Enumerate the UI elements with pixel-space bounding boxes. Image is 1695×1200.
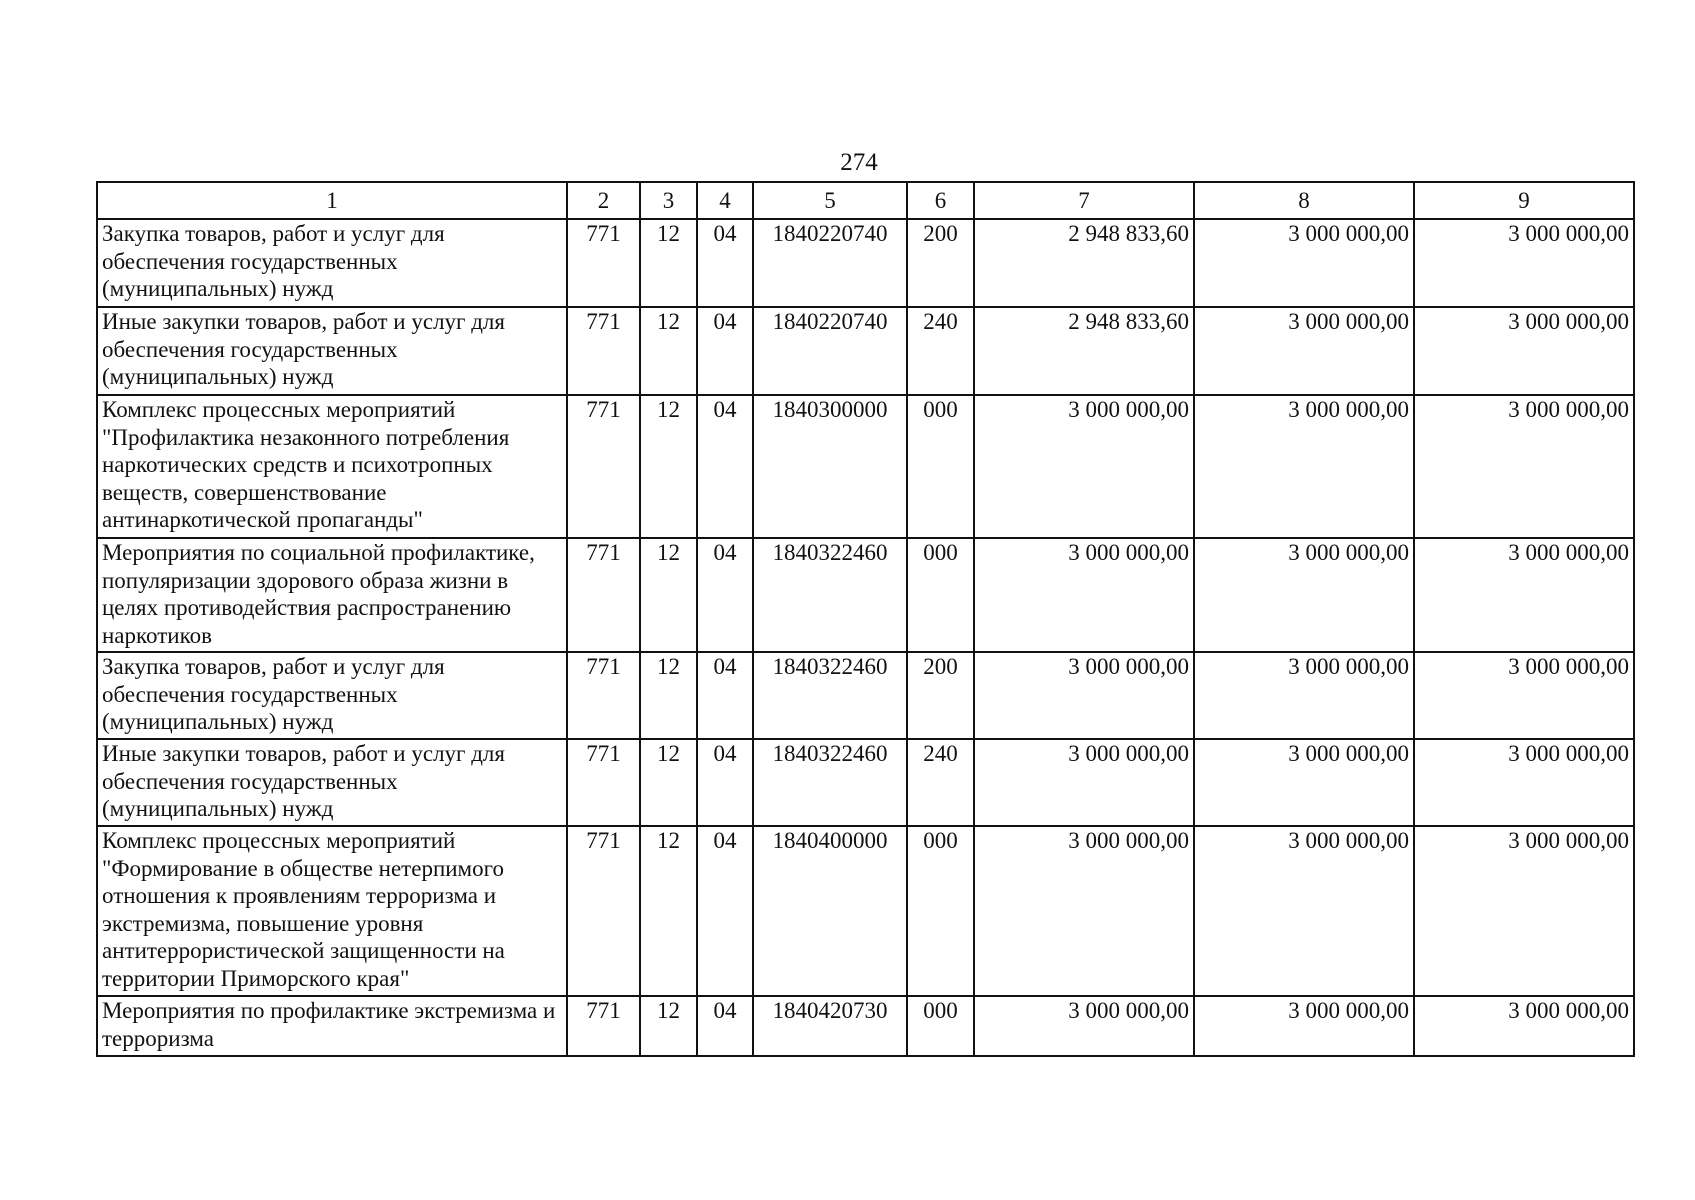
header-row	[97, 182, 1634, 219]
row-amount: 3 000 000,00	[1194, 996, 1414, 1056]
row-amount: 3 000 000,00	[1194, 307, 1414, 395]
row-cell: 000	[907, 826, 974, 996]
column-header: 7	[974, 182, 1194, 219]
table-row	[97, 307, 1634, 395]
column-header: 4	[697, 182, 753, 219]
row-cell: 12	[640, 307, 697, 395]
row-amount: 3 000 000,00	[1414, 395, 1634, 538]
row-cell: 771	[567, 219, 640, 307]
row-cell: 12	[640, 652, 697, 739]
row-amount: 3 000 000,00	[1414, 996, 1634, 1056]
row-cell: 04	[697, 996, 753, 1056]
row-cell: 240	[907, 739, 974, 826]
row-amount: 3 000 000,00	[1414, 652, 1634, 739]
row-name: Мероприятия по социальной профилактике, популяризации здорового образа жизни в целях противодействия распространению наркотиков	[97, 538, 567, 652]
row-cell: 04	[697, 219, 753, 307]
table-row	[97, 996, 1634, 1056]
row-amount: 3 000 000,00	[1194, 395, 1414, 538]
row-cell: 1840420730	[753, 996, 907, 1056]
row-cell: 771	[567, 996, 640, 1056]
row-cell: 771	[567, 826, 640, 996]
row-cell: 1840220740	[753, 219, 907, 307]
column-header: 6	[907, 182, 974, 219]
row-name: Комплекс процессных мероприятий "Формирование в обществе нетерпимого отношения к проявлениям терроризма и экстремизма, повышение уровня антитеррористической защищенности на территории Приморского края"	[97, 826, 567, 996]
table-row	[97, 219, 1634, 307]
row-cell: 12	[640, 826, 697, 996]
column-header: 5	[753, 182, 907, 219]
row-amount: 3 000 000,00	[1194, 739, 1414, 826]
row-cell: 12	[640, 739, 697, 826]
row-cell: 1840322460	[753, 538, 907, 652]
row-cell: 771	[567, 307, 640, 395]
row-cell: 771	[567, 652, 640, 739]
column-header: 3	[640, 182, 697, 219]
row-amount: 3 000 000,00	[1414, 826, 1634, 996]
row-name: Иные закупки товаров, работ и услуг для обеспечения государственных (муниципальных) нужд	[97, 307, 567, 395]
row-name: Комплекс процессных мероприятий "Профилактика незаконного потребления наркотических средств и психотропных веществ, совершенствование антинаркотической пропаганды"	[97, 395, 567, 538]
row-amount: 3 000 000,00	[974, 826, 1194, 996]
table-row	[97, 739, 1634, 826]
table-row	[97, 826, 1634, 996]
row-cell: 200	[907, 219, 974, 307]
row-amount: 2 948 833,60	[974, 219, 1194, 307]
column-header: 2	[567, 182, 640, 219]
row-amount: 3 000 000,00	[1414, 739, 1634, 826]
row-cell: 771	[567, 739, 640, 826]
table-row	[97, 538, 1634, 652]
row-cell: 12	[640, 538, 697, 652]
row-cell: 771	[567, 538, 640, 652]
row-name: Закупка товаров, работ и услуг для обеспечения государственных (муниципальных) нужд	[97, 652, 567, 739]
table-row	[97, 395, 1634, 538]
row-amount: 2 948 833,60	[974, 307, 1194, 395]
row-cell: 240	[907, 307, 974, 395]
row-amount: 3 000 000,00	[974, 739, 1194, 826]
row-amount: 3 000 000,00	[1194, 652, 1414, 739]
row-cell: 12	[640, 996, 697, 1056]
row-name: Иные закупки товаров, работ и услуг для обеспечения государственных (муниципальных) нужд	[97, 739, 567, 826]
row-amount: 3 000 000,00	[974, 996, 1194, 1056]
row-cell: 1840322460	[753, 652, 907, 739]
row-cell: 1840300000	[753, 395, 907, 538]
column-header: 8	[1194, 182, 1414, 219]
row-cell: 04	[697, 739, 753, 826]
row-amount: 3 000 000,00	[1194, 826, 1414, 996]
row-name: Мероприятия по профилактике экстремизма и терроризма	[97, 996, 567, 1056]
row-cell: 04	[697, 538, 753, 652]
row-cell: 000	[907, 996, 974, 1056]
row-cell: 1840400000	[753, 826, 907, 996]
row-cell: 1840322460	[753, 739, 907, 826]
row-amount: 3 000 000,00	[974, 538, 1194, 652]
row-amount: 3 000 000,00	[974, 652, 1194, 739]
row-cell: 000	[907, 395, 974, 538]
row-amount: 3 000 000,00	[974, 395, 1194, 538]
budget-table	[96, 181, 1635, 1057]
row-amount: 3 000 000,00	[1414, 219, 1634, 307]
column-header: 9	[1414, 182, 1634, 219]
column-header: 1	[97, 182, 567, 219]
row-cell: 000	[907, 538, 974, 652]
row-cell: 12	[640, 219, 697, 307]
row-cell: 04	[697, 307, 753, 395]
row-cell: 04	[697, 826, 753, 996]
row-cell: 1840220740	[753, 307, 907, 395]
page-number: 274	[840, 149, 878, 176]
row-cell: 04	[697, 652, 753, 739]
row-amount: 3 000 000,00	[1194, 538, 1414, 652]
row-cell: 04	[697, 395, 753, 538]
row-amount: 3 000 000,00	[1414, 307, 1634, 395]
row-cell: 771	[567, 395, 640, 538]
table-row	[97, 652, 1634, 739]
row-cell: 12	[640, 395, 697, 538]
row-amount: 3 000 000,00	[1414, 538, 1634, 652]
row-cell: 200	[907, 652, 974, 739]
row-amount: 3 000 000,00	[1194, 219, 1414, 307]
row-name: Закупка товаров, работ и услуг для обеспечения государственных (муниципальных) нужд	[97, 219, 567, 307]
